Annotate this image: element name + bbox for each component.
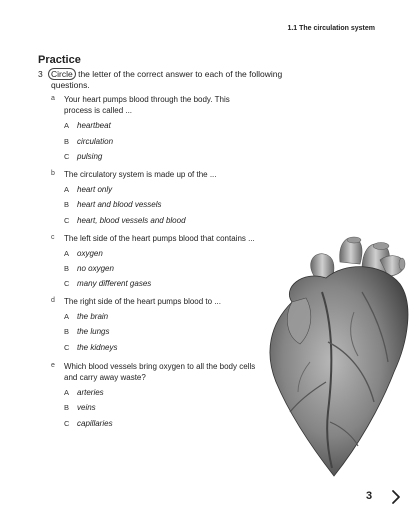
option-e-A[interactable] bbox=[64, 388, 104, 397]
option-letter: C bbox=[64, 152, 70, 161]
option-letter: B bbox=[64, 200, 70, 209]
option-text: arteries bbox=[77, 388, 104, 397]
option-letter: B bbox=[64, 264, 70, 273]
subquestion-stem: The circulatory system is made up of the ... bbox=[64, 170, 217, 179]
option-c-C[interactable] bbox=[64, 279, 151, 288]
option-text: the brain bbox=[77, 312, 109, 321]
option-c-A[interactable] bbox=[64, 249, 103, 258]
option-letter: A bbox=[64, 249, 70, 258]
option-letter: C bbox=[64, 343, 70, 352]
option-text: heart, blood vessels and blood bbox=[77, 216, 186, 225]
option-text: the lungs bbox=[77, 327, 110, 336]
question-instruction bbox=[51, 68, 291, 91]
option-letter: B bbox=[64, 403, 70, 412]
option-a-A[interactable] bbox=[64, 121, 111, 130]
option-a-B[interactable] bbox=[64, 137, 113, 146]
option-letter: A bbox=[64, 185, 70, 194]
option-text: circulation bbox=[77, 137, 114, 146]
subquestion-letter: b bbox=[51, 170, 55, 177]
option-letter: C bbox=[64, 216, 70, 225]
option-text: many different gases bbox=[77, 279, 152, 288]
page-number: 3 bbox=[366, 490, 373, 502]
option-d-A[interactable] bbox=[64, 312, 108, 321]
option-b-A[interactable] bbox=[64, 185, 112, 194]
subquestion-stem: The left side of the heart pumps blood that contains ... bbox=[64, 234, 255, 243]
option-d-B[interactable] bbox=[64, 327, 109, 336]
subquestion-letter: c bbox=[51, 234, 55, 241]
option-text: capillaries bbox=[77, 419, 113, 428]
option-letter: B bbox=[64, 327, 70, 336]
option-text: the kidneys bbox=[77, 343, 118, 352]
option-b-B[interactable] bbox=[64, 200, 162, 209]
option-text: heart and blood vessels bbox=[77, 200, 162, 209]
option-a-C[interactable] bbox=[64, 152, 102, 161]
question-instruction-text: the letter of the correct answer to each of the following questions. bbox=[51, 69, 283, 90]
option-e-C[interactable] bbox=[64, 419, 113, 428]
subquestion-letter: a bbox=[51, 95, 55, 102]
heart-illustration bbox=[262, 232, 412, 482]
option-letter: A bbox=[64, 312, 70, 321]
option-text: no oxygen bbox=[77, 264, 114, 273]
subquestion-stem: The right side of the heart pumps blood to ... bbox=[64, 297, 221, 306]
option-text: heartbeat bbox=[77, 121, 111, 130]
subquestion-letter: e bbox=[51, 362, 55, 369]
option-text: heart only bbox=[77, 185, 113, 194]
option-letter: C bbox=[64, 419, 70, 428]
option-letter: A bbox=[64, 388, 70, 397]
option-e-B[interactable] bbox=[64, 403, 96, 412]
question-number: 3 bbox=[38, 69, 43, 79]
option-text: pulsing bbox=[77, 152, 103, 161]
subquestion-stem: Which blood vessels bring oxygen to all the body cells and carry away waste? bbox=[64, 362, 256, 382]
subquestion-stem: Your heart pumps blood through the body. This process is called ... bbox=[64, 95, 230, 115]
heart-model-image bbox=[262, 232, 412, 482]
chevron-right-icon[interactable] bbox=[388, 488, 404, 506]
option-letter: C bbox=[64, 279, 70, 288]
option-letter: A bbox=[64, 121, 70, 130]
circled-word: Circle bbox=[48, 68, 76, 80]
subquestion-letter: d bbox=[51, 297, 55, 304]
option-letter: B bbox=[64, 137, 70, 146]
option-text: veins bbox=[77, 403, 96, 412]
running-head: 1.1 The circulation system bbox=[287, 25, 375, 32]
option-d-C[interactable] bbox=[64, 343, 117, 352]
option-c-B[interactable] bbox=[64, 264, 114, 273]
section-title: Practice bbox=[38, 54, 81, 66]
option-text: oxygen bbox=[77, 249, 103, 258]
option-b-C[interactable] bbox=[64, 216, 186, 225]
